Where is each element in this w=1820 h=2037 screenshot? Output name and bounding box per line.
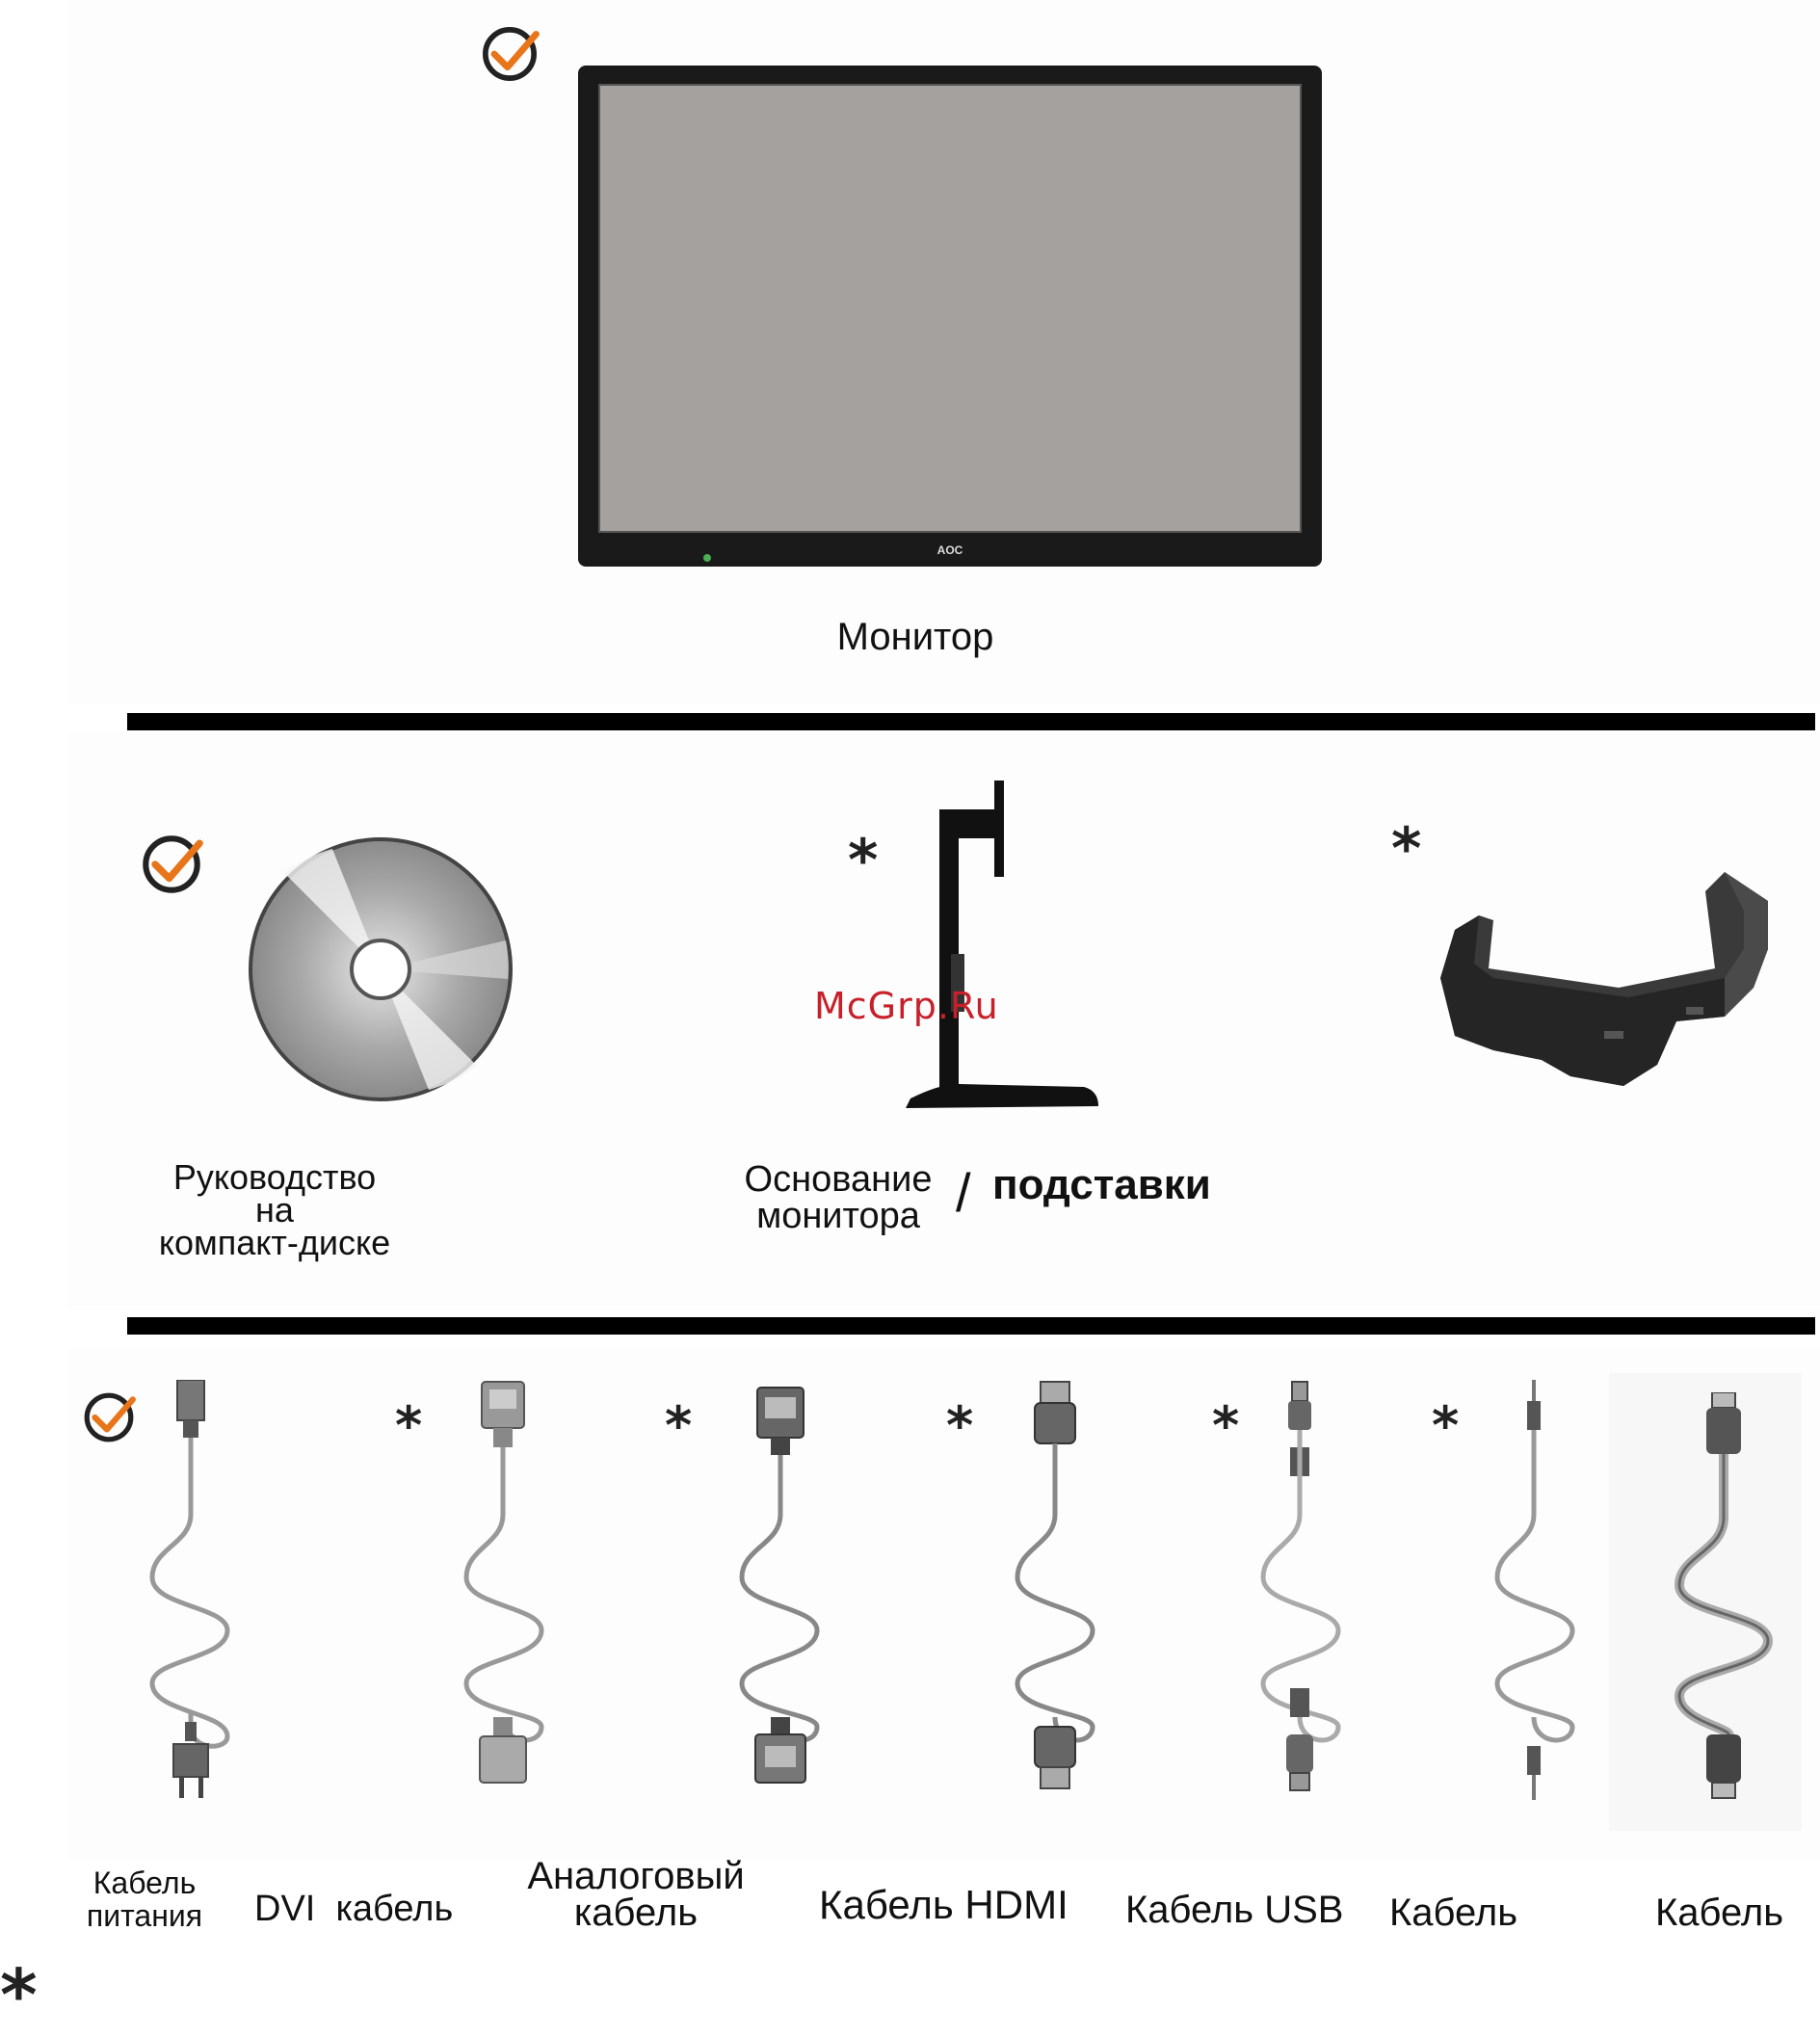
asterisk-icon: *: [0, 1954, 38, 2037]
check-circle-icon: [139, 832, 204, 897]
cd-icon: [246, 834, 515, 1104]
usb-cable-label: Кабель USB: [1125, 1889, 1344, 1931]
usb-cable-icon: [1257, 1380, 1344, 1804]
label-slash: /: [956, 1162, 971, 1223]
audio-cable-icon: [1491, 1380, 1578, 1804]
asterisk-icon: *: [1212, 1395, 1240, 1456]
stand-icon: [901, 780, 1103, 1110]
displayport-cable-label: Кабель: [1655, 1892, 1784, 1934]
asterisk-icon: *: [946, 1395, 974, 1456]
base-label: Основание монитора: [744, 1159, 933, 1236]
monitor-caption: Монитор: [836, 616, 994, 658]
watermark: McGrp.Ru: [814, 985, 999, 1027]
power-cable-icon: [146, 1380, 233, 1804]
asterisk-icon: *: [395, 1395, 423, 1456]
vga-cable-icon: [736, 1380, 823, 1804]
asterisk-icon: *: [848, 827, 879, 894]
hdmi-cable-icon: [1012, 1380, 1098, 1804]
stand-label: подставки: [992, 1161, 1211, 1208]
divider-bottom: [127, 1317, 1815, 1335]
displayport-cable-icon: [1672, 1392, 1778, 1807]
dvi-cable-icon: [461, 1380, 547, 1804]
dvi-cable-label: DVI кабель: [254, 1889, 454, 1929]
cd-manual-label: Руководство на компакт-диске: [158, 1157, 391, 1262]
wall-mount-icon: [1436, 862, 1773, 1094]
monitor-icon: [574, 62, 1326, 572]
check-circle-icon: [81, 1389, 137, 1445]
asterisk-icon: *: [1432, 1395, 1460, 1456]
asterisk-icon: *: [1391, 815, 1422, 883]
check-circle-icon: [479, 23, 541, 85]
audio-cable-label: Кабель: [1389, 1892, 1518, 1934]
analog-cable-label: Аналоговый кабель: [527, 1855, 745, 1934]
monitor-logo: AOC: [936, 543, 963, 557]
power-cable-label: Кабель питания: [86, 1865, 203, 1933]
divider-top: [127, 713, 1815, 730]
asterisk-icon: *: [665, 1395, 693, 1456]
hdmi-cable-label: Кабель HDMI: [819, 1882, 1068, 1927]
